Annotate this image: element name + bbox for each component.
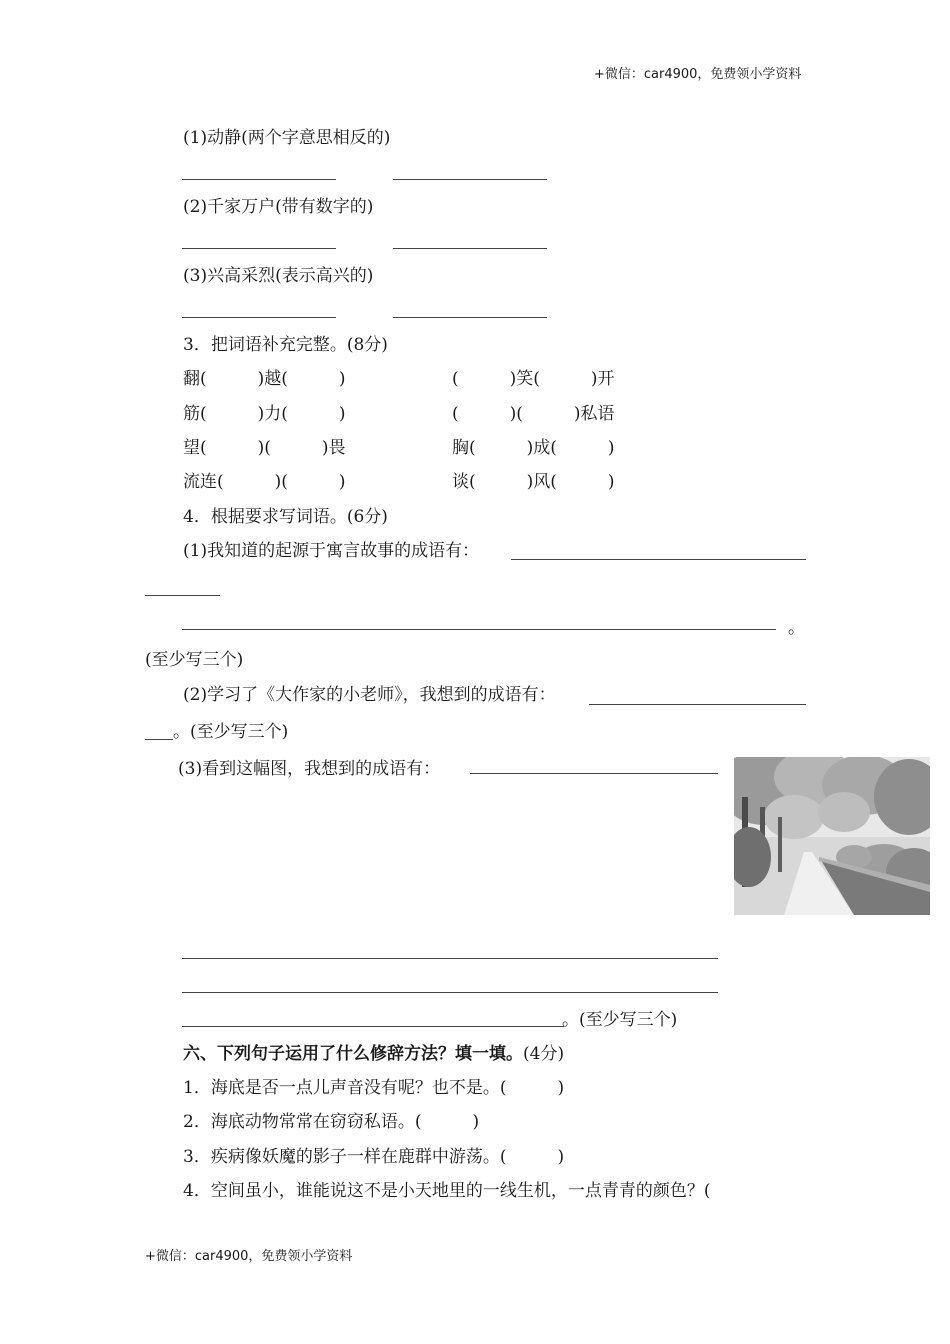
answer-line[interactable] <box>182 1026 564 1027</box>
q3-cell: 筋( )力( ) <box>183 404 346 424</box>
q3-cell: 谈( )风( ) <box>452 472 615 492</box>
q4-2-prompt: (2)学习了《大作家的小老师》，我想到的成语有： <box>183 685 556 705</box>
q2-item-1: (1)动静(两个字意思相反的) <box>183 128 391 148</box>
s6-item-2: 2．海底动物常常在窃窃私语。( ) <box>183 1112 480 1132</box>
q3-title: 3．把词语补充完整。(8分) <box>183 335 388 355</box>
q4-1-end: 。 <box>788 618 805 638</box>
q4-3-prompt: (3)看到这幅图，我想到的成语有： <box>178 759 441 779</box>
q3-cell: ( )笑( )开 <box>452 369 615 389</box>
q4-2-note: 。(至少写三个) <box>173 722 289 742</box>
answer-line[interactable] <box>145 595 220 596</box>
q4-3-note: 。(至少写三个) <box>562 1010 678 1030</box>
answer-line[interactable] <box>182 992 718 993</box>
section-6-title: 六、下列句子运用了什么修辞方法？填一填。 <box>183 1044 523 1064</box>
q3-cell: 胸( )成( ) <box>452 438 615 458</box>
q3-cell: 望( )( )畏 <box>183 438 346 458</box>
answer-line[interactable] <box>393 179 547 180</box>
answer-line[interactable] <box>145 739 173 740</box>
answer-line[interactable] <box>182 317 336 318</box>
answer-line[interactable] <box>182 248 336 249</box>
q3-cell: 翻( )越( ) <box>183 369 346 389</box>
q3-cell: 流连( )( ) <box>183 472 346 492</box>
answer-line[interactable] <box>182 179 336 180</box>
answer-line[interactable] <box>393 317 547 318</box>
answer-line[interactable] <box>393 248 547 249</box>
q4-1-prompt: (1)我知道的起源于寓言故事的成语有： <box>183 541 480 561</box>
s6-item-1: 1．海底是否一点儿声音没有呢？也不是。( ) <box>183 1078 565 1098</box>
q4-1-note: (至少写三个) <box>145 650 244 670</box>
answer-line[interactable] <box>589 704 806 705</box>
s6-item-4: 4．空间虽小，谁能说这不是小天地里的一线生机，一点青青的颜色？( <box>183 1181 711 1201</box>
answer-line[interactable] <box>511 559 806 560</box>
watermark-bottom: +微信：car4900，免费领小学资料 <box>145 1249 353 1264</box>
watermark-top: +微信：car4900，免费领小学资料 <box>594 67 802 82</box>
answer-line[interactable] <box>182 958 718 959</box>
answer-line[interactable] <box>470 773 718 774</box>
section-6-heading <box>183 1043 564 1065</box>
q4-title: 4．根据要求写词语。(6分) <box>183 507 388 527</box>
q2-item-3: (3)兴高采烈(表示高兴的) <box>183 266 374 286</box>
q3-cell: ( )( )私语 <box>452 404 615 424</box>
tree-path-photo <box>734 757 930 915</box>
answer-line[interactable] <box>182 629 776 630</box>
s6-item-3: 3．疾病像妖魔的影子一样在鹿群中游荡。( ) <box>183 1147 565 1167</box>
q2-item-2: (2)千家万户(带有数字的) <box>183 197 374 217</box>
section-6-score: (4分) <box>523 1044 565 1064</box>
